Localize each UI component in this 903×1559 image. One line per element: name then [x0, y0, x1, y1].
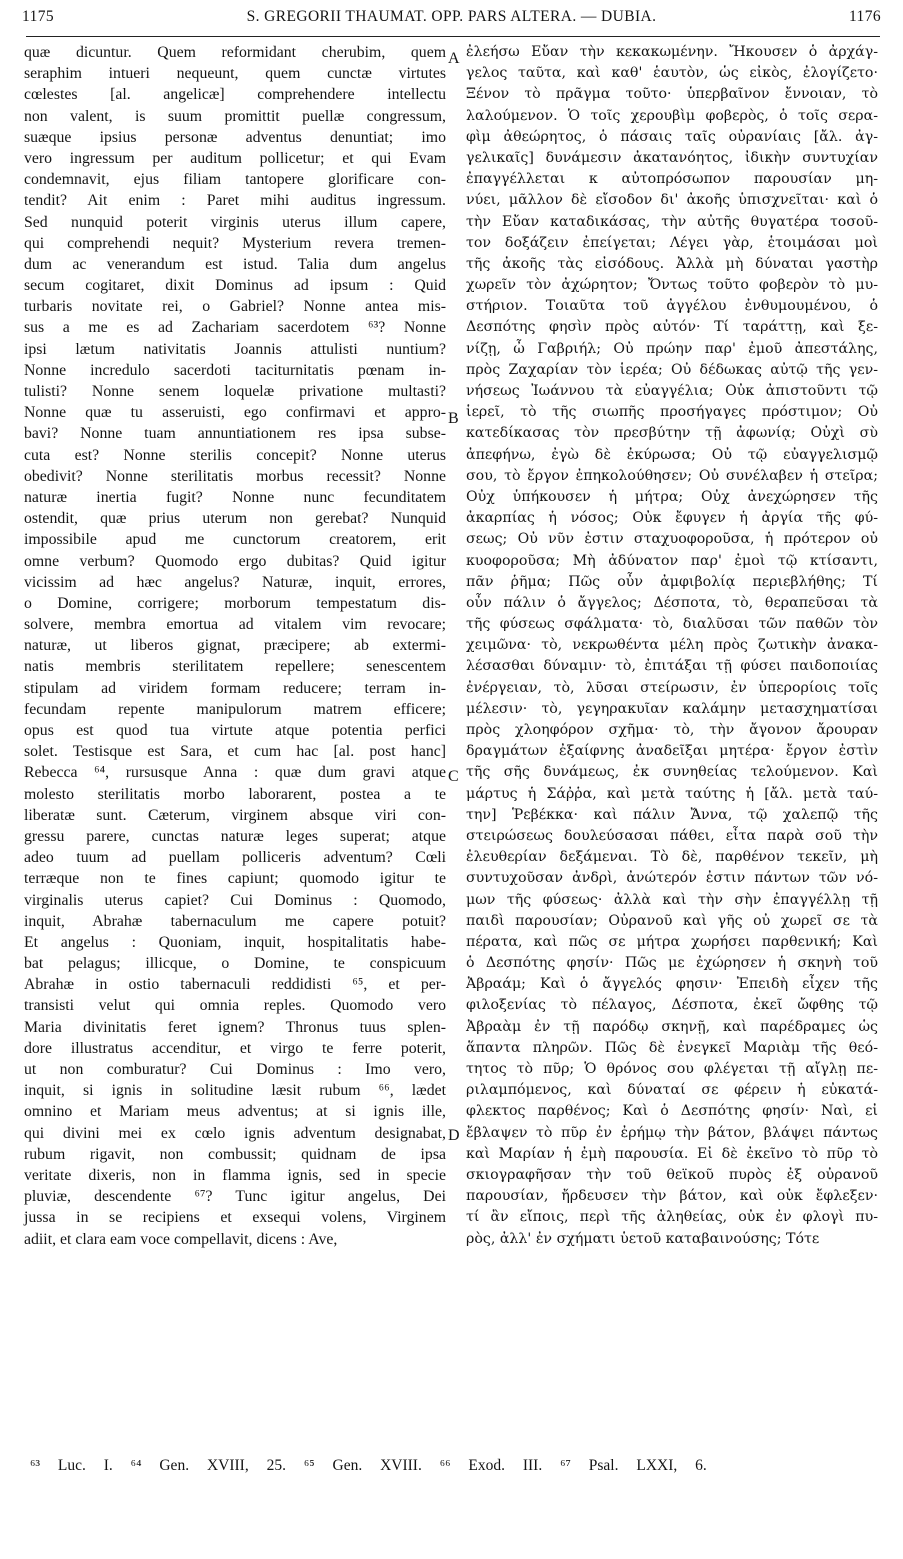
greek-text-line: ἱερεῖ, τὸ τῆς σιωπῆς προσήγαγες πρόστιμον; Οὐ [466, 404, 878, 421]
margin-letter-b: B [448, 410, 459, 427]
left-page-number: 1175 [22, 8, 55, 25]
running-header [22, 8, 881, 32]
greek-text-line: ρὸς, ἀλλ' ἐν σχήματι ὑετοῦ καταβαινούσης; Τότε [466, 1230, 820, 1247]
latin-text-line: rubum rigavit, non combussit; quidnam de ipsa [24, 1145, 446, 1163]
latin-text-line: veritate dixeris, non in flamma ignis, sed in specie [24, 1166, 446, 1184]
greek-text-line: τὴν Εὔαν καταδικάσας, τὴν αὐτῆς θυγατέρα τοσοῦ- [466, 213, 878, 230]
latin-text-line: vicissim ad hæc angelus? Naturæ, inquit, errores, [24, 573, 446, 591]
greek-text-line: σου, τὸ ἔργον ἐπηκολούθησεν; Οὐ συνέλαβεν ἡ στεῖρα; [466, 467, 878, 484]
latin-text-line: naturæ, ut liberos gignat, præcipere; ab extermi- [24, 637, 446, 655]
latin-text-line: Sed nunquid poterit virginis uterus illum capere, [24, 213, 446, 231]
latin-text-line: inquit, Abrahæ tabernaculum me capere potuit? [24, 912, 446, 930]
latin-text-line: solvere, membra emortua ad vitalem vim revocare; [24, 616, 446, 634]
greek-text-line: τῆς φύσεως σφάλματα· τὸ, διαλῦσαι τῶν παθῶν τὸν [466, 616, 878, 633]
greek-text-line: πρὸς χλοηφόρον σχῆμα· τὸ, τὴν ἄγονον ἄρουραν [466, 722, 878, 738]
latin-text-line: solet. Testisque est Sara, et cum hac [al. post hanc] [24, 743, 446, 761]
latin-text-line: ut non comburatur? Cui Dominus : Imo vero, [24, 1061, 446, 1078]
latin-text-line: omne verbum? Quomodo ergo dubitas? Quid igitur [24, 552, 446, 570]
latin-text-line: quæ dicuntur. Quem reformidant cherubim, quem [24, 44, 446, 61]
greek-text-line: ἐνέργειαν, τὸ, λῦσαι στείρωσιν, ἐν ὑπερορίοις τοῖς [466, 679, 878, 696]
greek-text-line: τῆς σῆς δυνάμεως, ἐκ συνηθείας τελούμενον. Καὶ [466, 764, 878, 781]
right-page-number: 1176 [848, 8, 881, 25]
latin-text-line: vero ingressum per auditum pollicetur; et qui Evam [24, 149, 446, 167]
greek-text-line: μάρτυς ἡ Σάῤῥα, καὶ μετὰ ταύτης ἡ [ἄλ. μετὰ ταύ- [466, 785, 878, 802]
greek-text-line: νήσεως Ἰωάννου τὰ εὐαγγέλια; Οὐκ ἀπιστοῦντι τῷ [466, 383, 878, 399]
latin-text-line: Nonne quæ tu asseruisti, ego confirmavi et appro- [24, 404, 446, 422]
latin-text-line: cuta est? Nonne sterilis concepit? Nonne uterus [24, 446, 446, 464]
latin-text-line: non valent, is suum promittit puellæ congressum, [24, 107, 446, 125]
latin-text-line: terræque non te fines capiunt; quomodo igitur te [24, 870, 446, 888]
greek-text-line: κυοφοροῦσα; Μὴ ἀδύνατον παρ' ἐμοὶ τῷ κτίσαντι, [466, 552, 878, 569]
greek-text-line: λέσασθαι δύναμιν· τὸ, ἐπιτάξαι τῇ φύσει παιδοποιίας [466, 658, 878, 675]
greek-text-line: ἀπεφήνω, ἐγὼ δὲ ἐκύρωσα; Οὐ τῷ εὐαγγελισμῷ [466, 446, 878, 463]
latin-text-line: seraphim intueri nequeunt, quem cunctæ virtutes [24, 65, 446, 83]
latin-column [24, 42, 446, 1250]
greek-text-line: νύει, μᾶλλον δὲ εἴσοδον δι' ἀκοῆς ὑπισχνεῖται· καὶ ὁ [466, 192, 878, 209]
greek-text-line: τον δοξάζειν ἐπείγεται; Λέγει γὰρ, ἑτοιμάσαι μοὶ [466, 234, 878, 251]
latin-text-line: omnino et Mariam meus adventus; at si ignis ille, [24, 1103, 446, 1121]
greek-text-line: στειρώσεως δουλεύσασαι πάθει, εἶτα παρὰ σοῦ τὴν [466, 827, 878, 844]
greek-text-line: Οὐχ ὑπήκουσεν ἡ μήτρα; Οὐχ ἀνεχώρησεν τῆς [466, 488, 878, 505]
latin-text-line: stipulam ad viridem formam reducere; terram in- [24, 679, 446, 697]
latin-text-line: qui divini mei ex cœlo ignis adventum designabat, [24, 1124, 446, 1142]
latin-text-line: Nonne incredulo sacerdoti taciturnitatis pœnam in- [24, 361, 446, 379]
latin-text-line: molesto sterilitatis morbo laborarent, postea a te [24, 785, 446, 803]
greek-text-line: πᾶν ῥῆμα; Πῶς οὖν ἀμφιβολίᾳ περιεβλήθης; Τί [466, 573, 878, 590]
latin-text-line: tulisti? Nonne senem loquelæ privatione multasti? [24, 383, 446, 400]
footnotes: ⁶³ Luc. I. ⁶⁴ Gen. XVIII, 25. ⁶⁵ Gen. XVIII. ⁶⁶ Exod. III. ⁶⁷ Psal. LXXI, 6. [30, 1457, 707, 1474]
greek-text-line: φὶμ ἀθεώρητος, ὁ πάσαις ταῖς οὐρανίαις [ἄλ. ἀγ- [466, 128, 878, 145]
greek-text-line: ἀκαρπίας ἡ νόσος; Οὐκ ἔφυγεν ἡ ἀργία τῆς φύ- [466, 510, 878, 527]
latin-text-line: adeo tuum ad puellam polliceris adventum? Cœli [24, 849, 446, 867]
latin-text-line: pluviæ, descendente ⁶⁷? Tunc igitur angelus, Dei [24, 1188, 446, 1206]
greek-column [466, 42, 878, 1250]
greek-text-line: Ξένον τὸ πρᾶγμα τοῦτο· ὑπερβαῖνον ἔννοιαν, τὸ [466, 86, 878, 103]
greek-text-line: τητος τὸ πῦρ; Ὁ θρόνος σου φλέγεται τῇ αἴγλῃ πε- [466, 1061, 878, 1077]
latin-text-line: dum ac venerandum est istud. Talia dum angelus [24, 255, 446, 273]
greek-text-line: κατεδίκασας τὸν πρεσβύτην τῇ ἀφωνίᾳ; Οὐχὶ σὺ [466, 425, 878, 442]
latin-text-line: obedivit? Nonne sterilitatis morbus recessit? Nonne [24, 467, 446, 485]
greek-text-line: τῆς ἀκοῆς τὰς εἰσόδους. Ἀλλὰ μὴ δύναται γαστὴρ [466, 255, 878, 272]
greek-text-line: ἔβλαψεν τὸ πῦρ ἐν ἐρήμῳ τὴν βάτον, βλάψει πάντως [466, 1124, 878, 1141]
greek-text-line: ὁ Δεσπότης φησίν· Πῶς με ἐχώρησεν ἡ σκηνὴ τοῦ [466, 955, 878, 972]
latin-text-line: liberatæ sunt. Cæterum, virginem absque viri con- [24, 806, 446, 824]
latin-text-line: impossibile apud me cunctorum creatorem, erit [24, 531, 446, 549]
margin-letter-a: A [448, 50, 460, 67]
greek-text-line: στήριον. Τοιαῦτα τοῦ ἀγγέλου ἐνθυμουμένου, ὁ [466, 298, 878, 315]
greek-text-line: χωρεῖν τὸν ἀχώρητον; Ὄντως τοῦτο φοβερὸν τὸ μυ- [466, 277, 878, 294]
latin-text-line: Abrahæ in ostio tabernaculi reddidisti ⁶⁵, et per- [24, 976, 446, 994]
latin-text-line: transisti velut qui omnia reples. Quomodo vero [24, 997, 446, 1015]
greek-text-line: σκιογραφῆσαν τὴν τοῦ θεϊκοῦ πυρὸς ἐξ οὐρανοῦ [466, 1166, 878, 1183]
latin-text-line: turbaris novitate rei, o Gabriel? Nonne antea mis- [24, 298, 446, 316]
latin-text-line: Rebecca ⁶⁴, rursusque Anna : quæ dum gravi atque [24, 764, 446, 782]
greek-text-line: μέλεσιν· τὸ, γεγηρακυῖαν καλάμην μετασχηματίσαι [466, 700, 878, 717]
greek-text-line: φλεκτος παρθένος; Καὶ ὁ Δεσπότης φησίν· Ναὶ, εἰ [466, 1103, 878, 1120]
greek-text-line: οὖν πάλιν ὁ ἄγγελος; Δέσποτα, τὸ, θεραπεῦσαι τὰ [466, 594, 878, 611]
greek-text-line: παιδὶ παρουσίαν; Οὐρανοῦ καὶ γῆς οὐ χωρεῖ σε τὰ [466, 912, 878, 929]
latin-text-line: adiit, et clara eam voce compellavit, dicens : Ave, [24, 1230, 338, 1248]
latin-text-line: natis membris sterilitatem repellere; senescentem [24, 658, 446, 676]
greek-text-line: ἐπαγγέλλεται κ αὐτοπρόσωπον παρουσίαν μη- [466, 171, 878, 188]
greek-text-line: χειμῶνα· τὸ, νεκρωθέντα μέλη πρὸς ζωτικὴν ἀνακα- [466, 637, 878, 654]
latin-text-line: fecundam repente manipulorum matrem efficere; [24, 700, 446, 718]
latin-text-line: sus a me es ad Zachariam sacerdotem ⁶³? Nonne [24, 319, 446, 337]
greek-text-line: μων τῆς φύσεως· ἀλλὰ καὶ τὴν σὴν ἐπαγγέλλῃ τῇ [466, 891, 878, 908]
greek-text-line: Ἀβραὰμ ἐν τῇ παρόδῳ σκηνῇ, καὶ παρέδραμες ὡς [466, 1018, 878, 1035]
greek-text-line: λαλούμενον. Ὁ τοῖς χερουβὶμ φοβερὸς, ὁ τοῖς σερα- [466, 107, 878, 124]
latin-text-line: virginalis uterus capiet? Cui Dominus : Quomodo, [24, 891, 446, 909]
greek-text-line: συντυχοῦσαν ἀνδρὶ, ἀνώτερόν ἐστιν πάντων τῶν νό- [466, 870, 878, 887]
latin-text-line: dore illustratus accenditur, et virgo te ferre poterit, [24, 1039, 446, 1057]
latin-text-line: naturæ inertia fugit? Nonne nunc fecunditatem [24, 488, 446, 506]
greek-text-line: πέρατα, καὶ πῶς σε μήτρα χωρήσει παρθενική; Καὶ [466, 933, 878, 950]
greek-text-line: την] Ῥεβέκκα· καὶ πάλιν Ἄννα, τῷ χαλεπῷ τῆς [466, 806, 878, 823]
running-title: S. GREGORII THAUMAT. OPP. PARS ALTERA. — DUBIA. [246, 8, 657, 25]
latin-text-line: secum cogitaret, dixit Dominus ad ipsum : Quid [24, 277, 446, 295]
greek-text-line: παρουσίαν, ἤρδευσεν τὴν βάτον, καὶ οὐκ ἔφλεξεν· [466, 1188, 878, 1205]
latin-text-line: cœlestes [al. angelicæ] comprehendere intellectu [24, 86, 446, 104]
greek-text-line: δραγμάτων ἐξαίφνης ἀναδεῖξαι μητέρα· ἔργον ἐστὶν [466, 743, 878, 760]
latin-text-line: inquit, si ignis in solitudine læsit rubum ⁶⁶, lædet [24, 1082, 446, 1100]
greek-text-line: τί ἂν εἴποις, περὶ τῆς ἀληθείας, οὐκ ἐν φλογὶ πυ- [466, 1209, 878, 1226]
latin-text-line: bavi? Nonne tuam annuntiationem res ipsa subse- [24, 425, 446, 443]
latin-text-line: o Domine, corrigere; morborum tempestatum dis- [24, 594, 446, 612]
latin-text-line: ipsi lætum nativitatis Joannis attulisti nuntium? [24, 340, 446, 358]
latin-text-line: Et angelus : Quoniam, inquit, hospitalitatis habe- [24, 933, 446, 951]
greek-text-line: πρὸς Ζαχαρίαν τὸν ἱερέα; Οὐ δέδωκας αὐτῷ τῆς γεν- [466, 361, 878, 378]
greek-text-line: ἐλεήσω Εὔαν τὴν κεκακωμένην. Ἤκουσεν ὁ ἀρχάγ- [466, 44, 878, 60]
greek-text-line: καὶ Μαρίαν ἡ ἐμὴ παρουσία. Εἰ δὲ ἐκεῖνο τὸ πῦρ τὸ [466, 1145, 878, 1162]
latin-text-line: tendit? Ait enim : Paret mihi auditus ingressum. [24, 192, 446, 210]
latin-text-line: suæque ipsius personæ adventus denuntiat; imo [24, 128, 446, 146]
greek-text-line: φιλοξενίας τὸ πέλαγος, Δέσποτα, ἐκεῖ ὤφθης τῷ [466, 997, 878, 1014]
header-rule [26, 36, 880, 37]
latin-text-line: Maria divinitatis feret ignem? Thronus tuus splen- [24, 1018, 446, 1036]
greek-text-line: ριλαμπόμενος, καὶ δύναταί σε φέρειν ἡ εὐκατά- [466, 1082, 878, 1099]
latin-text-line: jussa in se recipiens et exsequi volens, Virginem [24, 1209, 446, 1227]
margin-letter-d: D [448, 1127, 460, 1144]
greek-text-line: γελος ταῦτα, καὶ καθ' ἑαυτὸν, ὡς εἰκὸς, ἐλογίζετο· [466, 65, 878, 82]
latin-text-line: qui comprehendi nequit? Mysterium revera tremen- [24, 234, 446, 252]
greek-text-line: νίζῃ, ὦ Γαβριήλ; Οὐ πρώην παρ' ἐμοῦ ἀπεστάλης, [466, 340, 878, 357]
greek-text-line: ἐλευθερίαν δεξάμεναι. Τὸ δὲ, παρθένον τεκεῖν, μὴ [466, 849, 878, 866]
latin-text-line: bat pelagus; illicque, o Domine, te conspicuum [24, 955, 446, 973]
latin-text-line: ostendit, quæ prius uterum non gerebat? Nunquid [24, 510, 446, 528]
margin-letter-c: C [448, 768, 459, 785]
latin-text-line: opus est quod tua virtute atque potentia perfici [24, 722, 446, 739]
greek-text-line: ἅπαντα πληρῶν. Πῶς δὲ ἐνεγκεῖ Μαριὰμ τῆς θεό- [466, 1039, 878, 1056]
latin-text-line: condemnavit, ejus filiam tantopere glorificare con- [24, 171, 446, 189]
greek-text-line: γελικαῖς] δυνάμεσιν ἀκατανόητος, ἰδικὴν συντυχίαν [466, 149, 878, 166]
greek-text-line: Ἀβραάμ; Καὶ ὁ ἄγγελός φησιν· Ἐπειδὴ εἶχεν τῆς [466, 976, 878, 993]
latin-text-line: gressu parere, cunctas naturæ leges superat; atque [24, 827, 446, 845]
greek-text-line: Δεσπότης φησὶν πρὸς αὐτόν· Τί ταράττῃ, καὶ ξε- [466, 319, 878, 336]
greek-text-line: σεως; Οὐ νῦν ἐστιν σταχυοφοροῦσα, ἡ πρότερον οὐ [466, 531, 878, 548]
